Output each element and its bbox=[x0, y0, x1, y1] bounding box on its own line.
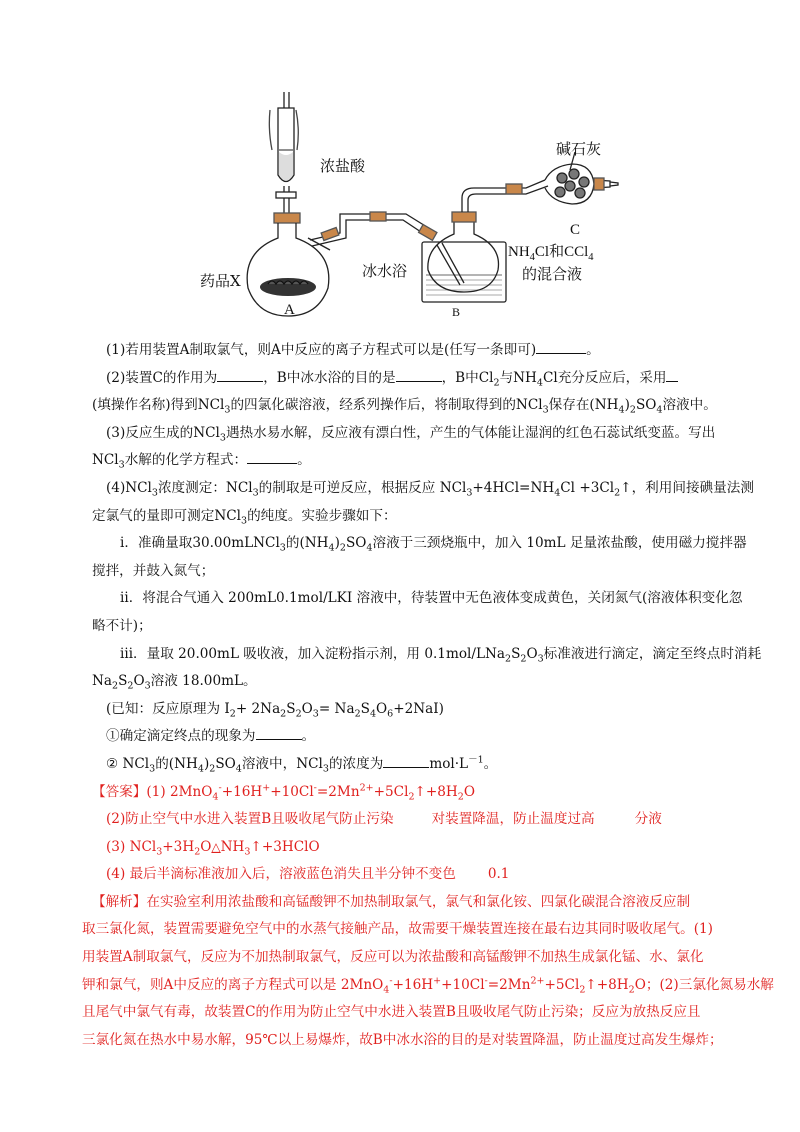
step2-line2: 略不计)； bbox=[92, 617, 152, 634]
apparatus-diagram bbox=[190, 80, 620, 330]
answer-line1: 【答案】(1) $2MnO_4^-+16H^++10Cl^-=2Mn^{2+}+5Cl_2↑+8H_2O$ bbox=[92, 781, 476, 803]
blank-q2-1[interactable] bbox=[217, 367, 263, 382]
answer-line2: (2)防止空气中水进入装置B且吸收尾气防止污染 对装置降温，防止温度过高 分液 bbox=[106, 811, 662, 828]
blank-q2-2[interactable] bbox=[396, 367, 442, 382]
connecting-tube bbox=[310, 212, 437, 246]
label-a: A bbox=[284, 302, 295, 318]
blank-q2-3[interactable] bbox=[666, 367, 678, 382]
apparatus-drawing bbox=[190, 80, 620, 330]
q2-line2: (填操作名称)得到NCl$_3$的四氯化碳溶液，经系列操作后，将制取得到的NCl$_3$保存在$(NH_4)_2SO_4$溶液中。 bbox=[92, 397, 717, 416]
q4-line1: (4)NCl$_3$浓度测定：NCl$_3$的制取是可逆反应，根据反应 $NCl_3+4HCl=NH_4Cl$ $+3Cl_2↑$，利用间接碘量法测 bbox=[106, 479, 754, 499]
q3-line1: (3)反应生成的NCl$_3$遇热水易水解，反应液有漂白性，产生的气体能让湿润的红色石蕊试纸变蓝。写出 bbox=[106, 424, 716, 444]
answer-line4: (4) 最后半滴标准液加入后，溶液蓝色消失且半分钟不变色 0.1 bbox=[106, 866, 510, 883]
drying-tube-c bbox=[545, 152, 618, 204]
analysis-line5: 且尾气中氯气有毒，故装置C的作用为防止空气中水进入装置B且吸收尾气防止污染；反应为放热反应且 bbox=[82, 1004, 701, 1021]
q1: (1)若用装置A制取氯气，则A中反应的离子方程式可以是(任写一条即可) 。 bbox=[92, 337, 732, 365]
known-reaction: (已知：反应原理为 $I_2+ 2Na_2S_2O_3= Na_2S_4O_6+2NaI$) bbox=[106, 700, 444, 720]
q4-line2: 定氯气的量即可测定NCl$_3$的纯度。实验步骤如下： bbox=[92, 507, 397, 527]
analysis-line3: 用装置A制取氯气，反应为不加热制取氯气，反应可以为浓盐酸和高锰酸钾不加热生成氯化锰、水、氯化 bbox=[82, 949, 704, 966]
q2-line1: (2)装置C的作用为 ，B中冰水浴的目的是 ，B中$Cl_2$与$NH_4Cl$充分反应后，采用 bbox=[92, 365, 732, 393]
analysis-line6: 三氯化氮在热水中易水解，95℃以上易爆炸，故B中冰水浴的目的是对装置降温，防止温度过高发生爆炸； bbox=[82, 1031, 723, 1048]
blank-sub2[interactable] bbox=[383, 753, 429, 768]
sub2: ② NCl$_3$的$(NH_4)_2SO_4$溶液中，NCl$_3$的浓度为 $mol\cdot L^{-1}$。 bbox=[106, 754, 498, 775]
blank-q3[interactable] bbox=[247, 449, 297, 464]
blank-q1[interactable] bbox=[536, 339, 586, 354]
label-reagent-x: 药品X bbox=[200, 272, 241, 290]
analysis-line2: 取三氯化氮，装置需要避免空气中的水蒸气接触产品，故需要干燥装置连接在最右边其同时吸收尾气。(1) bbox=[82, 921, 713, 938]
label-soda-lime: 碱石灰 bbox=[556, 140, 602, 158]
question-content bbox=[82, 337, 774, 1054]
label-mixture-formula: $NH_4Cl$和CCl$_4$ bbox=[508, 244, 594, 263]
step1-line2: 搅拌，并鼓入氮气； bbox=[92, 562, 215, 579]
answer-tag: 【答案】 bbox=[92, 783, 147, 800]
analysis-tag: 【解析】 bbox=[92, 893, 147, 910]
answer-line3: (3) $NCl_3+3H_2O\triangle NH_3↑+3HClO$ bbox=[106, 838, 320, 858]
step2-line1: ⅱ．将混合气通入 200mL0.1mol/LKI 溶液中，待装置中无色液体变成黄色，关闭氮气(溶液体积变化忽 bbox=[120, 590, 743, 607]
step1-line1: ⅰ．准确量取30.00mLNCl$_3$的$(NH_4)_2SO_4$溶液于三颈烧瓶中，加入 10mL 足量浓盐酸，使用磁力搅拌器 bbox=[120, 535, 747, 554]
q3-line2: NCl$_3$水解的化学方程式： 。 bbox=[92, 447, 732, 475]
analysis-line4: 钾和氯气，则A中反应的离子方程式可以是 $2MnO_4^-+16H^++10Cl^-=2Mn^{2+}+5Cl_2↑+8H_2O$；(2)三氯化氮易水解 bbox=[82, 975, 774, 996]
stopper-a bbox=[274, 213, 300, 223]
sub1: ①确定滴定终点的现象为 。 bbox=[92, 723, 732, 751]
label-b: B bbox=[452, 305, 461, 319]
step3-line2: $Na_2S_2O_3$溶液 18.00mL。 bbox=[92, 673, 257, 692]
step3-line1: ⅲ．量取 20.00mL 吸收液，加入淀粉指示剂，用 $0.1mol/LNa_2S_2O_3$标准液进行滴定，滴定至终点时消耗 bbox=[120, 645, 762, 665]
heat-arrow: △ bbox=[211, 839, 221, 854]
label-ice-bath: 冰水浴 bbox=[362, 262, 408, 280]
blank-sub1[interactable] bbox=[256, 725, 302, 740]
analysis-line1: 【解析】在实验室利用浓盐酸和高锰酸钾不加热制取氯气，氯气和氯化铵、四氯化碳混合溶液反应制 bbox=[92, 893, 691, 910]
dropping-funnel bbox=[269, 92, 298, 215]
label-c: C bbox=[570, 222, 581, 238]
label-conc-hcl: 浓盐酸 bbox=[320, 157, 366, 175]
label-mixture-text: 的混合液 bbox=[522, 265, 583, 283]
